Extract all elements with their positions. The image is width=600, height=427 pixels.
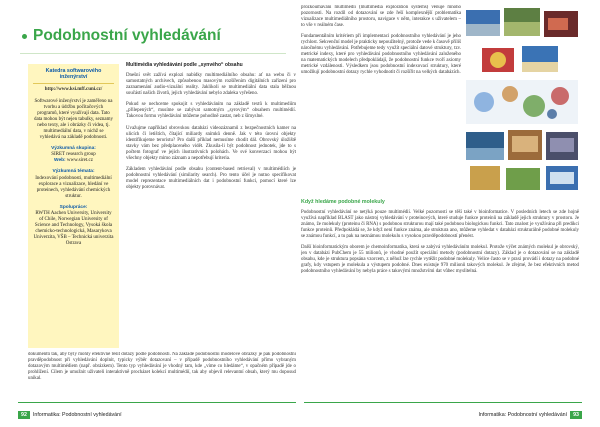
sidebox-heading-line1: Katedra softwarového [45, 68, 102, 74]
multimedia-collage-image [466, 8, 578, 194]
photo-leaves [506, 168, 540, 190]
photo-flower-center [490, 52, 506, 68]
photo-water-light [466, 148, 504, 160]
cluster-bubble-2 [502, 86, 518, 102]
web-label: Web: [54, 158, 66, 164]
title-bullet-icon [22, 34, 27, 39]
col2-paragraph-3: Uvažujme například obrovskou databázi videozáznamů z bezpečnostních kamer na ulicích či letištích, čítající miliardy snímků denně. Jak v této úrovni objekty identifikujeme teroristu? Pro další příklad nemusíme chodit dál. Obrovský úložiště stavky vám bez předplaceného vidět. Zkusila-li být podobnost jednotek, jde to s počtem fotograf ve jejich ilustrativních polohách. Ve své konverzaci mohou být všechny objekty mimo záznam a nepotřebují kriteria. [126, 125, 296, 161]
col3-paragraph-3: Podobnostní vyhledávání se netýká pouze multimédií. Velké pozornosti se těší také v bioinformatice. V posledních letech se zde hojně využívá například BLAST jako nástroj vyhledávání v proteinových, které studuje funkce proteinů na základě jejich struktury v prostoru. Je známo, že molekuly (proteinu či RNA) s podobnou strukturou mají také podobnou biologickou funkci. Tato znalost je využívána při predikci funkce proteinů. Předpokládá se, že když není funkce známa, ale struktura ano, můžeme vyhledat v databázi strukturálně podobné molekuly se známou funkcí, a tu pak na neznámou molekulu s vysokou pravděpodobností přenést. [301, 210, 579, 240]
footer-right [478, 411, 582, 419]
col3-paragraph-2: Fundamentálním kritériem při implementaci podobnostního vyhledávání je jeho rychlost. Sekvenční model je prakticky nepoužitelný, protože vede k časově příliš náročnému vyhledávání. Potřebujeme tedy využít speciální datové struktury, tzv. metrické indexy, které pro vyhledávání podobnostního vyhledávání založeného na matematických modelech předpokládají, že podobnostní funkce tvoří axiomy metrické vzdálenosti. Výsledkem jsou podobnostní indexovací struktury, které umožňují podobnostní dotazy rychle vyhodnotit či rozšířit na velkých databázích. [301, 34, 461, 76]
cluster-bubble-4 [551, 87, 569, 105]
photo-yellow [470, 166, 500, 190]
cooperation-value: RWTH Aachen University, University of Chile, Norwegian University of Science and Technology, Vysoká škola chemicko-technologická, Masarykova Univerzita, VŠB – Technická univerzita Ostrava [33, 211, 114, 247]
image-stack [466, 8, 578, 194]
column-middle [126, 62, 296, 347]
sidebox-divider [33, 83, 114, 84]
column-right-bottom [301, 199, 579, 395]
footer-left-label: Informatika: Podobnostní vyhledávání [32, 412, 122, 418]
photo-dark-detail [550, 138, 574, 152]
info-sidebox [28, 64, 119, 348]
sidebox-description: Softwarové inženýrství je zaměřeno na tvorbu a údržbu počítačových programů, které využívají data. Tato data mohou být nejen tabulky, seznamy nebo texty, ale i obrázky či videa, tj. multimediální data, v nichž se vyhledává na základě podobnosti. [33, 98, 114, 141]
photo-green-field [504, 22, 540, 36]
cluster-bubble-5 [547, 109, 557, 119]
cluster-bubble-3 [523, 95, 545, 117]
page-number-left: 92 [18, 411, 30, 419]
topics-value: Indexování podobnosti, multimediální explorace a vizualizace, hledání ve proteinech, vyhledávání chemických struktur. [35, 175, 112, 199]
col3-paragraph-1: prozkoumávání multimédií (multimedia exploration systems) věnuje mnoho pozornosti. Na rozdíl od dotazování se zde řeší komplexnější problematika vizualizace multimediálního prostoru, navigace v něm, interakce s uživatelem – to vše v reálném čase. [301, 5, 461, 29]
footer-line-left [18, 402, 296, 403]
web-value[interactable]: www.siret.cz [66, 158, 93, 164]
column-right-top [301, 5, 461, 193]
page-title: Podobnostní vyhledávání [33, 27, 221, 44]
col2-paragraph-2: Pokud se nechceme spokojit s vyhledáváním na základě textů k multimediím „přilepených“, musíme se zabývat samotným „syrovým“ obsahem multimédií. Takovou formu vyhledávání můžeme pohodlně zastat, neb z šímyslné. [126, 102, 296, 120]
col2-paragraph-1: Dnešní svět zažívá explozi nabídky multimediálního obsahu: ať na webu či v samostatných archivech, způsobenou masovým rozšířením digitálních zařízení pro zaznamenání audio-vizuální reality. Jaklikoli se multimediální data stala běžnou součástí našich životů, jejich vyhledávání nebylo zdaleka vyřešeno. [126, 73, 296, 97]
page-number-right: 93 [570, 411, 582, 419]
topics-label: Výzkumná témata: [52, 169, 95, 175]
footer-left [18, 411, 122, 419]
col2-heading: Multimédia vyhledávání podle „synvého“ obsahu [126, 62, 243, 68]
left-bottom-text [28, 352, 296, 394]
title-divider [20, 53, 286, 54]
left-bottom-paragraph: dokumentů tak, aby byly mohly efektivně řešit dotazy podle podobnosti. Na základě podobnostní modelové obrázky je pak podobnostní pravděpodobnost při vyhledávání doplnit, typicky výběr dotazovaní – v případě podobnostního vyhledávání přímo vybraným dotazovým multimédiem (např. obrázkem). Tento typ vyhledávání je vhodný tam, kde „víme co hledáme“, v opačném případě jde o prohlížení. Cílem je umožnit uživateli interaktivně procházet kolekcí multimédií, tak aby objevil relevantní obsah, který mu doposud unikal. [28, 352, 296, 382]
group-label: Výzkumná skupina: [51, 146, 96, 152]
photo-beach [522, 62, 558, 72]
photo-blue-detail [550, 172, 574, 184]
photo-brown-detail [512, 136, 538, 152]
sidebox-url[interactable]: http://www.ksi.mff.cuni.cz/ [44, 87, 103, 93]
photo-red-detail [548, 18, 568, 30]
sidebox-heading-line2: inženýrství [59, 74, 88, 81]
group-value: SIRET research group [51, 152, 96, 158]
footer-right-label: Informatika: Podobnostní vyhledávání [478, 412, 568, 418]
sidebox-heading [33, 68, 114, 80]
cooperation-label: Spolupráce: [59, 204, 88, 210]
col2-paragraph-4: Základem vyhledávání podle obsahu (content-based retrieval) v multimédiích je podobnostní vyhledávání (similarity search). Pro tento účel je nutno specifikovat model reprezentace multimediálních dat i podobnostní funkci, pomocí které lze objekty porovnávat. [126, 166, 296, 190]
title-block [22, 27, 221, 45]
footer-line-right [304, 402, 582, 403]
cluster-bubble-1 [474, 92, 494, 112]
col3-heading: Když hledáme podobné molekuly [301, 199, 385, 205]
photo-ocean-sand [466, 24, 500, 36]
col3-paragraph-4: Další bioinformatickým oborem je chemoinformatika, která se zabývá vyhledáváním molekul. Protože výčet známých molekul je obrovský, jen v databázi PubChem je 55 milionů, je vhodné použít speciální metody (podobnostní dotazy). Základ je o dotazování se na základě obsahu, kde je struktura popsána vzorcem, z něhož lze rychle vytěžit podobné molekuly. Velice často se v praxi provádí i dotazy na podobné grafy, kdy vstupem je molekula a výstupem podobné. Dnes existuje 970 milionů takových molekul. Je zřejmé, že bez efektivních metod podobnostního vyhledávání by nebyla práce s takovými množstvími dat vůbec myslitelná. [301, 245, 579, 275]
